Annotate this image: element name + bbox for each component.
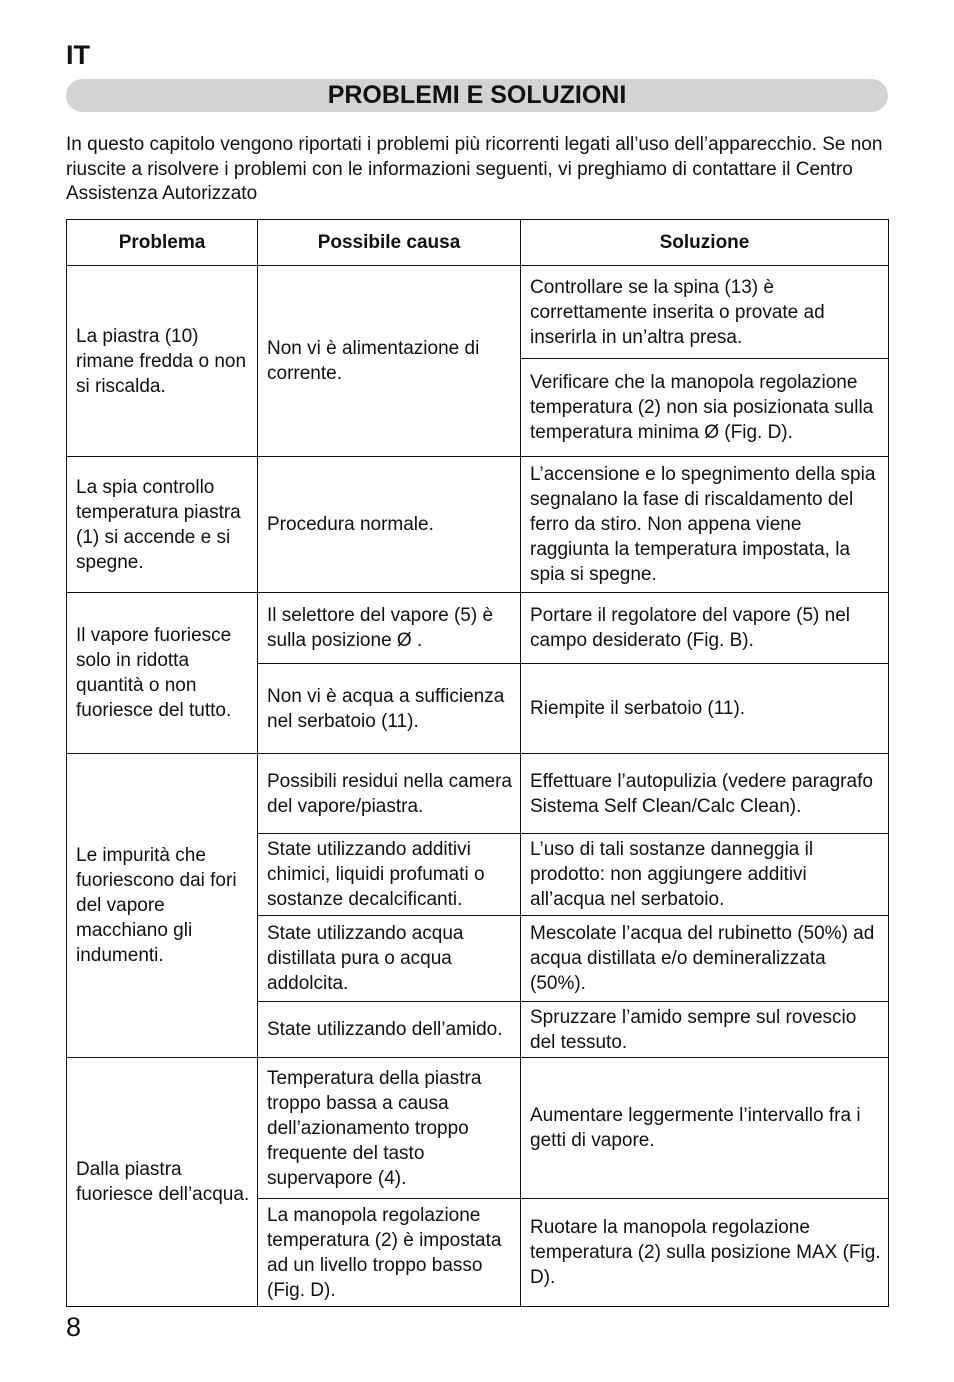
page-number: 8	[66, 1312, 82, 1342]
table-row	[67, 266, 889, 359]
cause-cell: State utilizzando acqua distillata pura o acqua addolcita.	[258, 916, 521, 1002]
cause-cell: State utilizzando dell’amido.	[258, 1002, 521, 1058]
solution-cell: Mescolate l’acqua del rubinetto (50%) ad acqua distillata e/o demineralizzata (50%).	[521, 916, 889, 1002]
solution-cell: Portare il regolatore del vapore (5) nel campo desiderato (Fig. B).	[521, 593, 889, 664]
language-code: IT	[66, 40, 90, 70]
table-row	[67, 754, 889, 834]
troubleshooting-table	[66, 219, 889, 1307]
solution-cell: Controllare se la spina (13) è correttamente inserita o provate ad inserirla in un’altra presa.	[521, 266, 889, 359]
table-row	[67, 457, 889, 593]
solution-cell: Effettuare l’autopulizia (vedere paragrafo Sistema Self Clean/Calc Clean).	[521, 754, 889, 834]
cause-cell: State utilizzando additivi chimici, liquidi profumati o sostanze decalcificanti.	[258, 834, 521, 916]
cause-cell: Temperatura della piastra troppo bassa a causa dell’azionamento troppo frequente del tasto supervapore (4).	[258, 1058, 521, 1199]
section-title: PROBLEMI E SOLUZIONI	[66, 79, 888, 112]
problem-cell: Il vapore fuoriesce solo in ridotta quantità o non fuoriesce del tutto.	[67, 593, 258, 754]
cause-cell: Possibili residui nella camera del vapore/piastra.	[258, 754, 521, 834]
solution-cell: Aumentare leggermente l’intervallo fra i getti di vapore.	[521, 1058, 889, 1199]
cause-cell: Non vi è acqua a sufficienza nel serbatoio (11).	[258, 664, 521, 754]
header-problem: Problema	[67, 220, 258, 266]
problem-cell: Dalla piastra fuoriesce dell’acqua.	[67, 1058, 258, 1307]
intro-paragraph: In questo capitolo vengono riportati i problemi più ricorrenti legati all’uso dell’apparecchio. Se non riuscite a risolvere i problemi con le informazioni seguenti, vi preghiamo di contattare il Centro Assistenza Autorizzato	[66, 134, 883, 204]
cause-cell: Procedura normale.	[258, 457, 521, 593]
header-cause: Possibile causa	[258, 220, 521, 266]
solution-cell: Ruotare la manopola regolazione temperatura (2) sulla posizione MAX (Fig. D).	[521, 1199, 889, 1307]
header-solution: Soluzione	[521, 220, 889, 266]
cause-cell: Non vi è alimentazione di corrente.	[258, 266, 521, 457]
table-header-row	[67, 220, 889, 266]
solution-cell: Spruzzare l’amido sempre sul rovescio del tessuto.	[521, 1002, 889, 1058]
cause-cell: Il selettore del vapore (5) è sulla posizione Ø .	[258, 593, 521, 664]
table-row	[67, 593, 889, 664]
solution-cell: L’uso di tali sostanze danneggia il prodotto: non aggiungere additivi all’acqua nel serbatoio.	[521, 834, 889, 916]
solution-cell: Verificare che la manopola regolazione temperatura (2) non sia posizionata sulla temperatura minima Ø (Fig. D).	[521, 359, 889, 457]
problem-cell: La spia controllo temperatura piastra (1) si accende e si spegne.	[67, 457, 258, 593]
table-row	[67, 1058, 889, 1199]
solution-cell: Riempite il serbatoio (11).	[521, 664, 889, 754]
cause-cell: La manopola regolazione temperatura (2) è impostata ad un livello troppo basso (Fig. D).	[258, 1199, 521, 1307]
problem-cell: La piastra (10) rimane fredda o non si riscalda.	[67, 266, 258, 457]
solution-cell: L’accensione e lo spegnimento della spia segnalano la fase di riscaldamento del ferro da stiro. Non appena viene raggiunta la temperatura impostata, la spia si spegne.	[521, 457, 889, 593]
problem-cell: Le impurità che fuoriescono dai fori del vapore macchiano gli indumenti.	[67, 754, 258, 1058]
